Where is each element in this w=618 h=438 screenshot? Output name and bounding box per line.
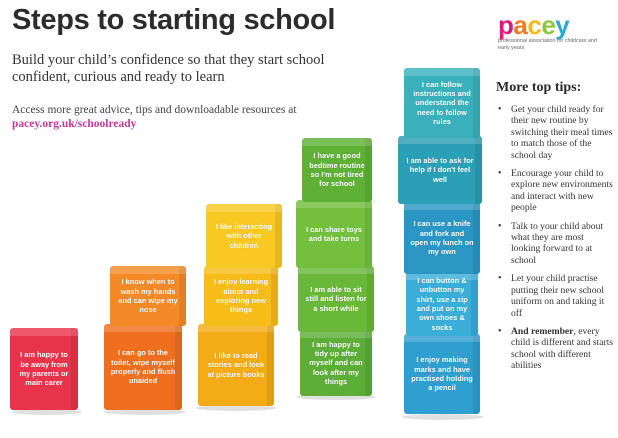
- logo-letter-a: a: [513, 10, 528, 40]
- page-subtitle: Build your child’s confidence so that they start school confident, curious and ready to learn: [12, 52, 325, 85]
- block-blue-3: [404, 202, 480, 274]
- resources-link[interactable]: pacey.org.uk/schoolready: [12, 118, 137, 130]
- pacey-logo: [498, 12, 608, 52]
- block-text: I can button & unbutton my shirt, use a zip and put on my own shoes & socks: [416, 276, 468, 332]
- tips-title: More top tips:: [496, 80, 582, 95]
- tip-item: [496, 273, 614, 319]
- block-green-3: [296, 200, 372, 268]
- block-text: I am happy to be away from my parents or main carer: [19, 350, 69, 388]
- tip-item: [496, 221, 614, 267]
- block-text: I can go to the toilet, wipe myself properly and flush unaided: [110, 348, 176, 386]
- block-text: I like to read stories and look at picture books: [207, 351, 265, 379]
- block-yellow-3: [206, 204, 282, 268]
- block-text: I am happy to tidy up after myself and can look after my things: [309, 339, 363, 386]
- tip-text: Encourage your child to explore new environments and interact with new people: [511, 168, 613, 214]
- tip-item: [496, 168, 614, 214]
- block-green-4: [302, 138, 372, 202]
- tip-item: [496, 104, 614, 161]
- block-text: I am able to sit still and listen for a short while: [305, 285, 367, 313]
- block-blue-1: [404, 334, 480, 414]
- block-text: I am able to ask for help if I don't feel well: [406, 156, 474, 184]
- tips-list: [496, 104, 614, 379]
- access-text: Access more great advice, tips and downloadable resources at: [12, 104, 297, 116]
- logo-letter-p: p: [498, 10, 514, 40]
- block-yellow-2: [204, 266, 278, 326]
- logo-letter-e: e: [541, 10, 556, 40]
- tip-lead: And remember: [511, 325, 574, 337]
- block-red-1: [10, 328, 78, 410]
- block-text: I can follow instructions and understand the need to follow rules: [413, 79, 471, 126]
- tip-text: Talk to your child about what they are most looking forward to at school: [511, 220, 604, 266]
- block-shadow: [402, 414, 484, 420]
- tip-item: [496, 326, 614, 372]
- block-text: I can use a knife and fork and open my lunch on my own: [410, 219, 474, 257]
- tip-text: , every child is different and starts school with different abilities: [511, 325, 614, 372]
- block-green-1: [300, 330, 372, 396]
- block-text: I enjoy making marks and have practised holding a pencil: [411, 355, 473, 393]
- block-orange-2: [110, 266, 186, 326]
- block-text: I know when to wash my hands and can wipe my nose: [118, 277, 178, 315]
- logo-letter-c: c: [527, 10, 542, 40]
- block-yellow-1: [198, 324, 274, 406]
- block-text: I enjoy learning about and exploring new things: [213, 277, 269, 315]
- block-blue-2: [406, 272, 478, 336]
- page-title: Steps to starting school: [12, 4, 336, 36]
- block-green-2: [298, 266, 374, 332]
- block-text: I can share toys and take turns: [306, 224, 362, 243]
- block-text: I have a good bedtime routine so I'm not tired for school: [309, 151, 365, 189]
- tip-text: Get your child ready for their new routine by switching their meal times to match those of the school day: [511, 104, 613, 161]
- block-text: I like interacting with other children: [215, 222, 273, 250]
- logo-wordmark: [498, 12, 608, 38]
- tip-text: Let your child practise putting their new school uniform on and taking it off: [511, 273, 605, 319]
- block-blue-4: [398, 136, 482, 204]
- block-orange-1: [104, 324, 182, 410]
- logo-letter-y: y: [555, 10, 570, 40]
- logo-tagline: professional association for childcare and early years: [498, 38, 597, 51]
- block-blue-5: [404, 68, 480, 138]
